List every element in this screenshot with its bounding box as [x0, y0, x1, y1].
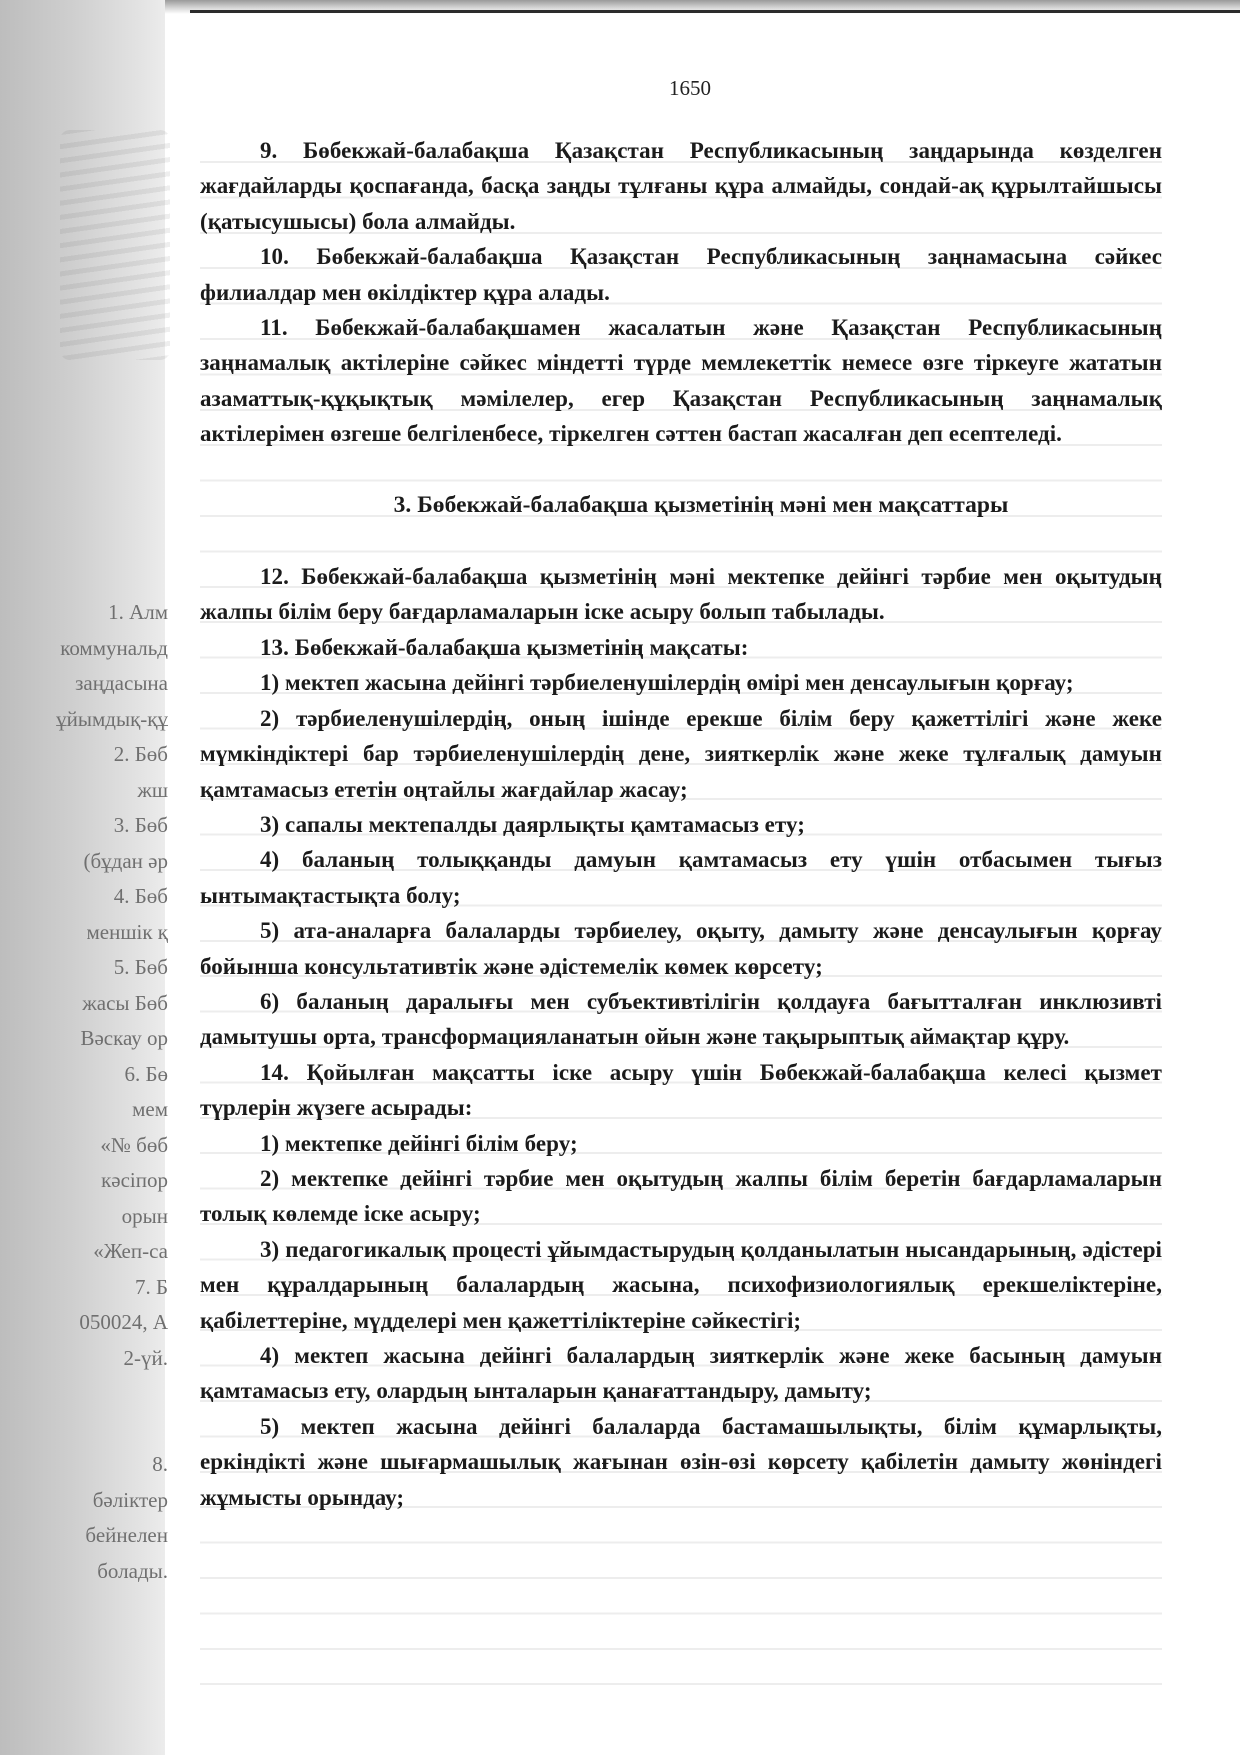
margin-bleed-line: Вәскау ор — [80, 1026, 168, 1050]
binding-edge-line — [190, 10, 1240, 13]
margin-bleed-line: кәсіпор — [101, 1168, 168, 1192]
margin-bleed-line — [28, 1412, 168, 1448]
margin-bleed-line: 5. Бөб — [113, 955, 168, 979]
margin-bleed-line: меншік қ — [86, 919, 168, 944]
paragraph: 3) сапалы мектепалды даярлықты қамтамасыз ету; — [260, 811, 805, 837]
margin-bleed-line: ұйымдық-құ — [56, 706, 168, 731]
paragraph: 2) тәрбиеленушілердің, оның ішінде ерекше білім беру қажеттілігі және жеке мүмкіндіктері бар тәрбиеленушілердің дене, зияткерлік және жеке тұлғалық дамуын қамтамасыз ететін оңтайлы жағдайлар жасау; — [200, 705, 1162, 802]
bleed-through-stamp — [60, 130, 170, 360]
paragraph: 4) баланың толыққанды дамуын қамтамасыз ету үшін отбасымен тығыз ынтымақтастықта болу; — [200, 847, 1162, 908]
margin-bleed-line: жасы Бөб — [82, 990, 168, 1015]
margin-bleed-line: орын — [121, 1203, 168, 1228]
margin-bleed-line: 1. Алм — [108, 600, 168, 624]
paragraph: 5) мектеп жасына дейінгі балаларда бастамашылықты, білім құмарлықты, еркіндікті және шығармашылық жағынан өзін-өзі көрсету қабілетін дамыту жөніндегі жұмысты орындау; — [200, 1413, 1162, 1510]
margin-bleed-line: коммунальд — [60, 635, 168, 660]
paragraph: 14. Қойылған мақсатты іске асыру үшін Бөбекжай-балабақша келесі қызмет түрлерін жүзеге асырады: — [200, 1059, 1162, 1121]
margin-bleed-line: 2-үй. — [123, 1345, 168, 1370]
paragraph: 6) баланың даралығы мен субъективтілігін қолдауға бағытталған инклюзивті дамытушы орта, трансформацияланатын ойын және тақырыптық аймақтар құру. — [200, 988, 1162, 1050]
margin-bleed-line: бейнелен — [85, 1523, 168, 1547]
spacer — [200, 523, 1162, 559]
page-number: 1650 — [669, 76, 711, 100]
margin-bleed-line: 6. Бө — [124, 1061, 168, 1086]
margin-bleed-line: мем — [132, 1097, 168, 1121]
margin-bleed-line — [28, 1376, 168, 1412]
paragraph: 1) мектеп жасына дейінгі тәрбиеленушілердің өмірі мен денсаулығын қорғау; — [260, 670, 1074, 696]
margin-bleed-line: жш — [137, 777, 168, 802]
margin-bleed-through-text — [28, 595, 168, 1695]
margin-bleed-line: 8. — [152, 1452, 168, 1476]
margin-bleed-line: 2. Бөб — [113, 742, 168, 766]
spacer — [200, 452, 1162, 488]
paragraph: 5) ата-аналарға балаларды тәрбиелеу, оқыту, дамыту және денсаулығын қорғау бойынша консультативтік және әдістемелік көмек көрсету; — [200, 918, 1162, 979]
margin-bleed-line: 4. Бөб — [113, 884, 168, 908]
section-heading: 3. Бөбекжай-балабақша қызметінің мәні мен мақсаттары — [393, 491, 1009, 518]
paragraph-group-bottom — [200, 559, 1162, 1515]
paragraph: 13. Бөбекжай-балабақша қызметінің мақсаты: — [260, 634, 749, 660]
paragraph: 1) мектепке дейінгі білім беру; — [260, 1130, 578, 1156]
paragraph: 9. Бөбекжай-балабақша Қазақстан Республикасының заңдарында көзделген жағдайларды қоспағанда, басқа заңды тұлғаны құра алмайды, сондай-ақ құрылтайшысы (қатысушысы) бола алмайды. — [200, 138, 1162, 234]
margin-bleed-line: 7. Б — [134, 1274, 168, 1299]
paragraph: 11. Бөбекжай-балабақшамен жасалатын және Қазақстан Республикасының заңнамалық актілеріне сәйкес міндетті түрде мемлекеттік немесе өзге тіркеуге жататын азаматтық-құқықтық мәмілелер, егер Қазақстан Республикасының заңнамалық актілерімен өзгеше белгіленбесе, тіркелген сәттен бастап жасалған деп есептеледі. — [200, 315, 1162, 447]
paragraph: 4) мектеп жасына дейінгі балалардың зияткерлік және жеке басының дамуын қамтамасыз ету, олардың ынталарын қанағаттандыру, дамыту; — [200, 1343, 1162, 1404]
margin-bleed-line: 3. Бөб — [113, 813, 168, 837]
document-body — [200, 133, 1162, 1515]
paragraph-group-top — [200, 133, 1162, 452]
paragraph: 2) мектепке дейінгі тәрбие мен оқытудың жалпы білім беретін бағдарламаларын толық көлемде іске асыру; — [200, 1165, 1162, 1227]
margin-bleed-line: «№ бөб — [100, 1132, 168, 1157]
paragraph: 12. Бөбекжай-балабақша қызметінің мәні мектепке дейінгі тәрбие мен оқытудың жалпы білім беру бағдарламаларын іске асыру болып табылады. — [200, 564, 1162, 625]
margin-bleed-line: «Жеп-са — [93, 1239, 168, 1263]
margin-bleed-line: заңдасына — [75, 671, 168, 695]
margin-bleed-line: 050024, А — [79, 1310, 168, 1334]
margin-bleed-line: болады. — [97, 1558, 168, 1583]
paragraph: 10. Бөбекжай-балабақша Қазақстан Республикасының заңнамасына сәйкес филиалдар мен өкілдіктер құра алады. — [200, 244, 1162, 305]
paragraph: 3) педагогикалық процесті ұйымдастырудың қолданылатын нысандарының, әдістері мен құралдарының балалардың жасына, психофизиологиялық ерекшеліктеріне, қабілеттеріне, мүдделері мен қажеттіліктеріне сәйкестігі; — [200, 1236, 1162, 1333]
margin-bleed-line: бәліктер — [92, 1487, 168, 1512]
margin-bleed-line: (бұдан әр — [83, 848, 168, 873]
